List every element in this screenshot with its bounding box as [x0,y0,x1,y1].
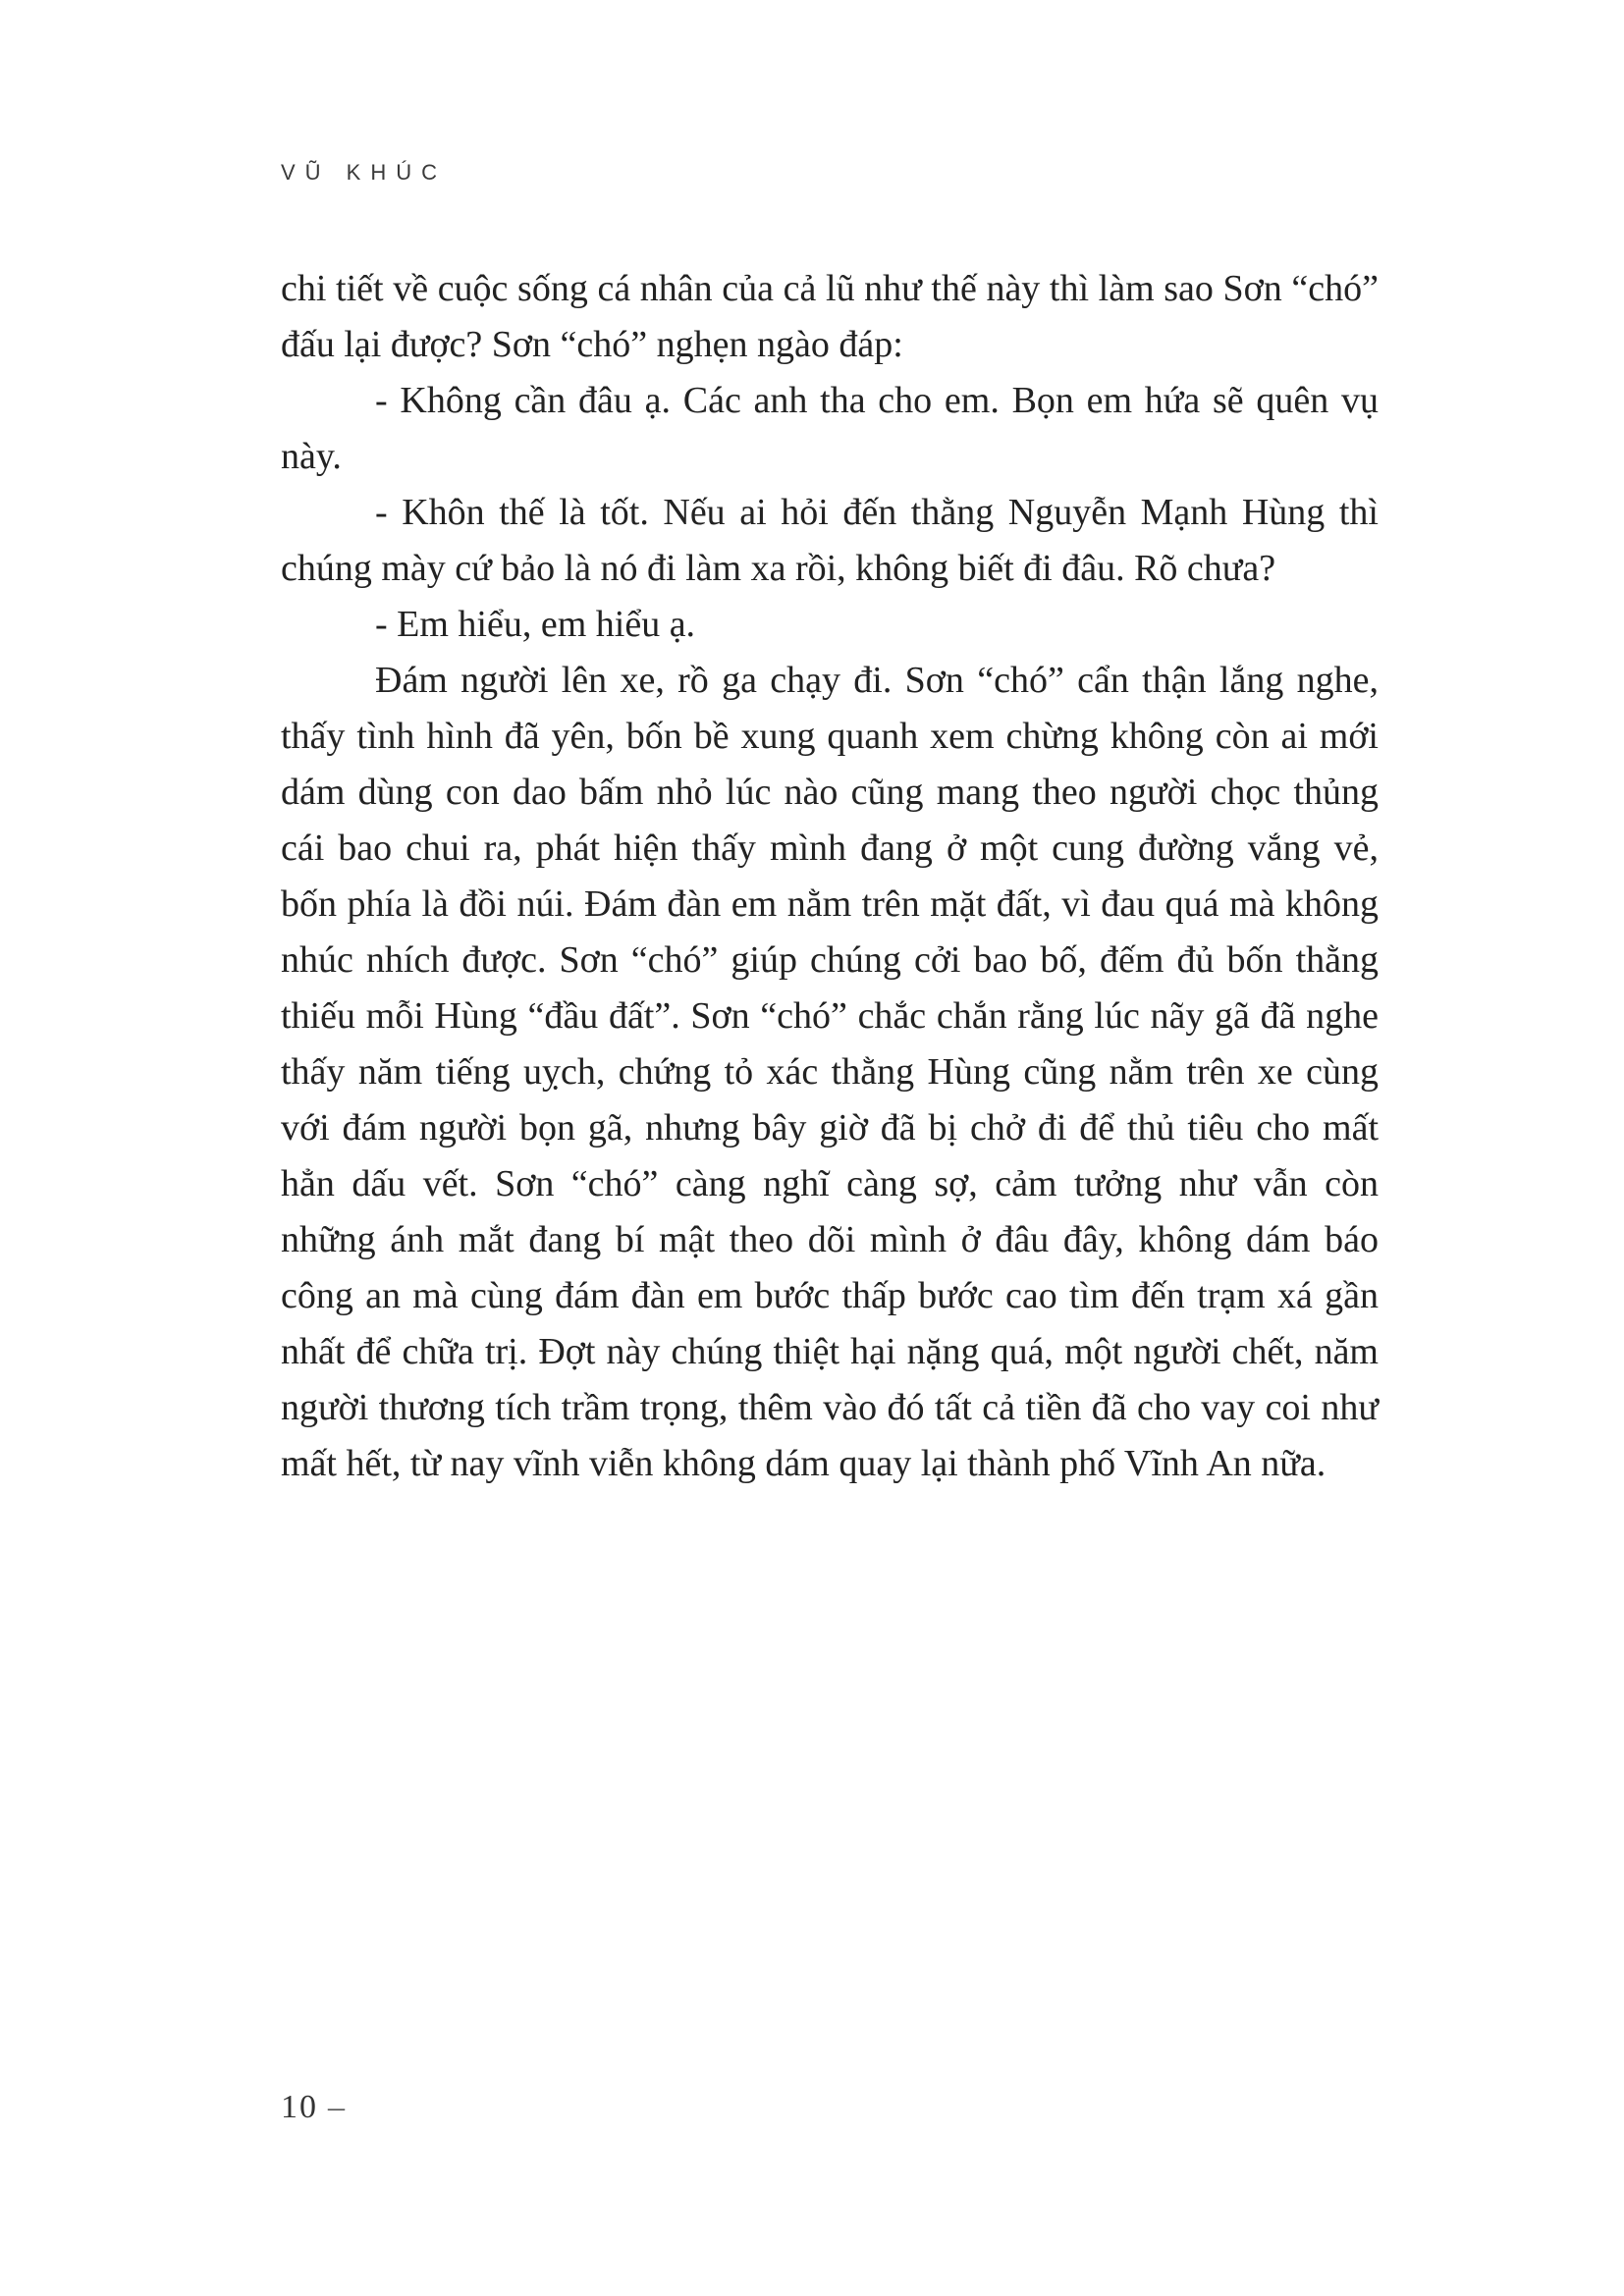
running-header: VŨ KHÚC [281,160,448,185]
page-number-dash: – [328,2089,347,2125]
paragraph: - Khôn thế là tốt. Nếu ai hỏi đến thằng Nguyễn Mạnh Hùng thì chúng mày cứ bảo là nó đi làm xa rồi, không biết đi đâu. Rõ chưa? [281,492,1379,589]
paragraph: chi tiết về cuộc sống cá nhân của cả lũ như thế này thì làm sao Sơn “chó” đấu lại được? Sơn “chó” nghẹn ngào đáp: [281,268,1379,365]
page-footer [281,2089,347,2126]
paragraph: Đám người lên xe, rồ ga chạy đi. Sơn “chó” cẩn thận lắng nghe, thấy tình hình đã yên, bốn bề xung quanh xem chừng không còn ai mới dám dùng con dao bấm nhỏ lúc nào cũng mang theo người chọc thủng cái bao chui ra, phát hiện thấy mình đang ở một cung đường vắng vẻ, bốn phía là đồi núi. Đám đàn em nằm trên mặt đất, vì đau quá mà không nhúc nhích được. Sơn “chó” giúp chúng cởi bao bố, đếm đủ bốn thằng thiếu mỗi Hùng “đầu đất”. Sơn “chó” chắc chắn rằng lúc nãy gã đã nghe thấy năm tiếng uỵch, chứng tỏ xác thằng Hùng cũng nằm trên xe cùng với đám người bọn gã, nhưng bây giờ đã bị chở đi để thủ tiêu cho mất hẳn dấu vết. Sơn “chó” càng nghĩ càng sợ, cảm tưởng như vẫn còn những ánh mắt đang bí mật theo dõi mình ở đâu đây, không dám báo công an mà cùng đám đàn em bước thấp bước cao tìm đến trạm xá gần nhất để chữa trị. Đợt này chúng thiệt hại nặng quá, một người chết, năm người thương tích trầm trọng, thêm vào đó tất cả tiền đã cho vay coi như mất hết, từ nay vĩnh viễn không dám quay lại thành phố Vĩnh An nữa. [281,660,1379,1484]
paragraph: - Em hiểu, em hiểu ạ. [375,604,696,645]
page-body-text [281,261,1379,1492]
page-number: 10 [281,2089,318,2125]
paragraph: - Không cần đâu ạ. Các anh tha cho em. Bọn em hứa sẽ quên vụ này. [281,380,1379,477]
